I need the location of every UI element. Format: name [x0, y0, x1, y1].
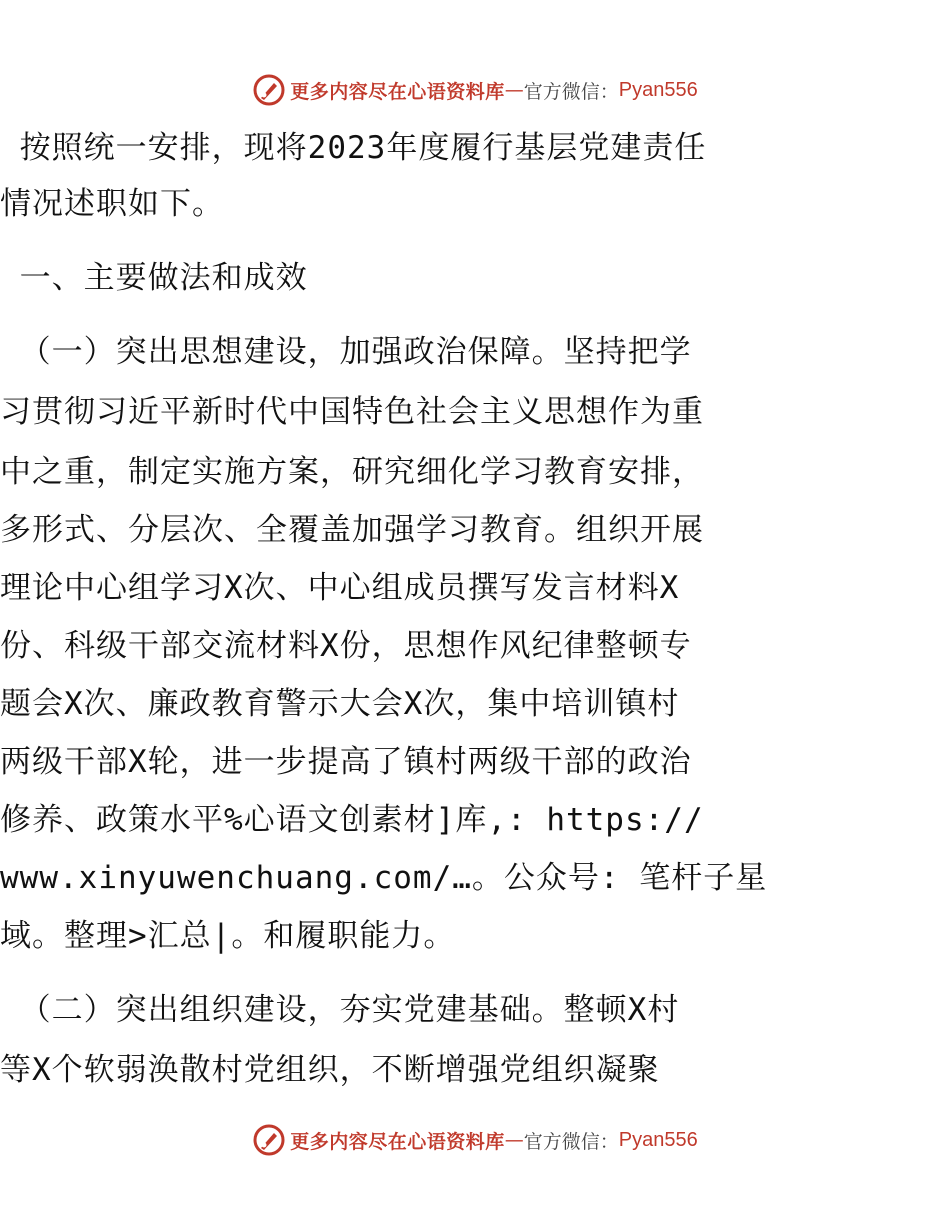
body-line: 多形式、分层次、全覆盖加强学习教育。组织开展: [0, 512, 704, 548]
body-line: 题会X次、廉政教育警示大会X次，集中培训镇村: [0, 686, 680, 722]
body-line: www.xinyuwenchuang.com/…。公众号: 笔杆子星: [0, 860, 768, 896]
footer-banner: [0, 1120, 950, 1160]
body-line: 中之重，制定实施方案，研究细化学习教育安排，: [0, 454, 704, 490]
header-banner: [0, 70, 950, 110]
banner-wechat-id: Pyan556: [618, 1128, 698, 1151]
body-line: （二）突出组织建设，夯实党建基础。整顿X村: [0, 992, 680, 1028]
banner-separator: —: [504, 79, 524, 101]
banner-wechat-label: 官方微信：: [523, 80, 619, 103]
body-line: 按照统一安排，现将2023年度履行基层党建责任: [0, 130, 707, 166]
pen-logo-icon: [252, 73, 286, 107]
body-line: 份、科级干部交流材料X份，思想作风纪律整顿专: [0, 628, 692, 664]
banner-wechat-id: Pyan556: [618, 78, 698, 101]
body-line: 理论中心组学习X次、中心组成员撰写发言材料X: [0, 570, 680, 606]
body-line: 情况述职如下。: [0, 186, 224, 222]
section-heading: 一、主要做法和成效: [0, 260, 308, 296]
body-line: 修养、政策水平%心语文创素材]库,: https://: [0, 802, 704, 838]
pen-logo-icon: [252, 1123, 286, 1157]
body-line: 等X个软弱涣散村党组织，不断增强党组织凝聚: [0, 1052, 660, 1088]
banner-slogan: 更多内容尽在心语资料库: [290, 1130, 505, 1153]
body-line: 习贯彻习近平新时代中国特色社会主义思想作为重: [0, 394, 704, 430]
body-line: 域。整理>汇总|。和履职能力。: [0, 918, 456, 954]
body-line: 两级干部X轮，进一步提高了镇村两级干部的政治: [0, 744, 692, 780]
banner-separator: —: [504, 1129, 524, 1151]
banner-wechat-label: 官方微信：: [523, 1130, 619, 1153]
banner-slogan: 更多内容尽在心语资料库: [290, 80, 505, 103]
body-line: （一）突出思想建设，加强政治保障。坚持把学: [0, 334, 692, 370]
